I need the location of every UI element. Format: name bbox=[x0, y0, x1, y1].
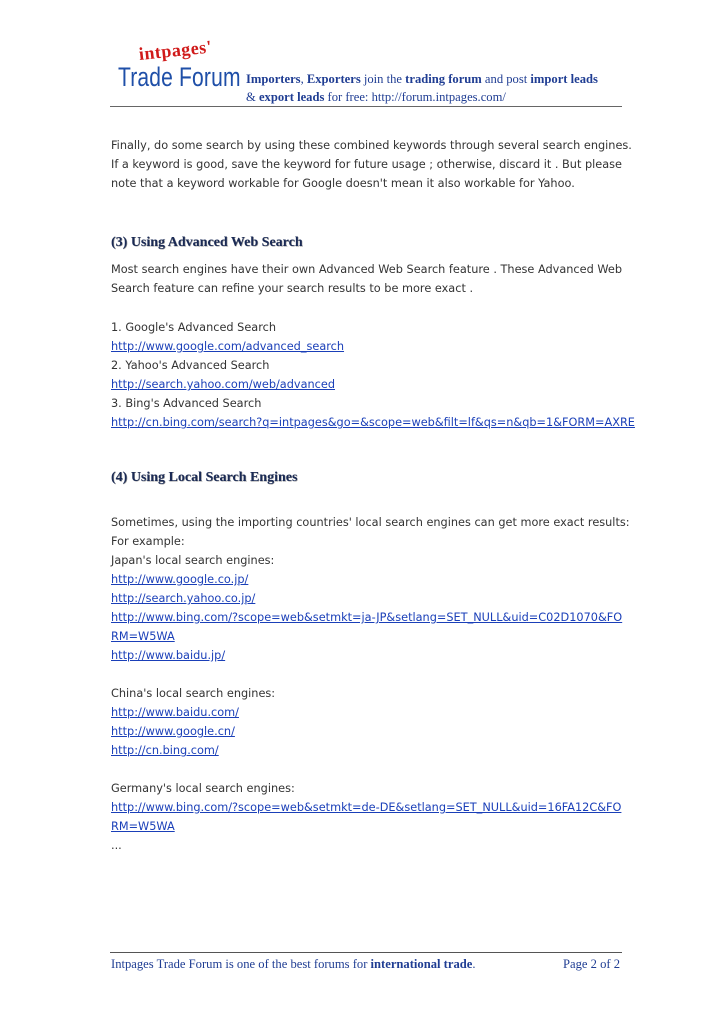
logo-top-text: intpages' bbox=[137, 36, 214, 65]
tag-export-leads: export leads bbox=[258, 90, 325, 104]
intro-line: note that a keyword workable for Google doesn't mean it also workable for Yahoo. bbox=[111, 177, 575, 190]
page-number: Page 2 of 2 bbox=[563, 957, 621, 971]
japan-label: Japan's local search engines: bbox=[111, 554, 275, 567]
china-baidu-link[interactable]: http://www.baidu.com/ bbox=[111, 706, 239, 719]
japan-google-link[interactable]: http://www.google.co.jp/ bbox=[111, 573, 249, 586]
yahoo-advanced-link[interactable]: http://search.yahoo.com/web/advanced bbox=[111, 378, 336, 391]
tag-importers: Importers bbox=[246, 72, 301, 86]
bing-advanced-label: 3. Bing's Advanced Search bbox=[111, 397, 262, 410]
ellipsis: ... bbox=[111, 839, 122, 852]
footer-text-after: . bbox=[472, 957, 476, 971]
japan-bing-link[interactable]: http://www.bing.com/?scope=web&setmkt=ja-JP&setlang=SET_NULL&uid=C02D1070&FO bbox=[111, 611, 623, 624]
section-3-line: Most search engines have their own Advanced Web Search feature . These Advanced Web bbox=[111, 263, 622, 276]
intro-paragraph bbox=[111, 136, 632, 193]
tag-import-leads: import leads bbox=[530, 72, 598, 86]
section-4-heading: (4) Using Local Search Engines bbox=[111, 470, 298, 485]
footer-text-before: Intpages Trade Forum is one of the best forums for bbox=[111, 957, 371, 971]
google-advanced-link[interactable]: http://www.google.com/advanced_search bbox=[111, 340, 345, 353]
intpages-logo bbox=[118, 36, 248, 100]
tag-and-post: and post bbox=[481, 72, 531, 86]
china-bing-link[interactable]: http://cn.bing.com/ bbox=[111, 744, 219, 757]
tag-exporters: Exporters bbox=[306, 72, 361, 86]
intro-line: If a keyword is good, save the keyword for future usage ; otherwise, discard it . But please bbox=[111, 158, 622, 171]
tag-comma: , bbox=[300, 72, 307, 86]
tag-free: for free: http://forum.intpages.com/ bbox=[324, 90, 506, 104]
section-4-intro: Sometimes, using the importing countries' local search engines can get more exact results: bbox=[111, 516, 630, 529]
logo-bottom-text: Trade Forum bbox=[118, 62, 241, 92]
header-tagline bbox=[246, 70, 626, 106]
footer-text bbox=[111, 957, 476, 972]
google-advanced-label: 1. Google's Advanced Search bbox=[111, 321, 276, 334]
page-header bbox=[110, 36, 622, 106]
intro-line: Finally, do some search by using these combined keywords through several search engines. bbox=[111, 139, 632, 152]
section-3-line: Search feature can refine your search results to be more exact . bbox=[111, 282, 474, 295]
tag-join: join the bbox=[360, 72, 406, 86]
yahoo-advanced-label: 2. Yahoo's Advanced Search bbox=[111, 359, 270, 372]
for-example-label: For example: bbox=[111, 535, 185, 548]
tag-amp: & bbox=[246, 90, 259, 104]
section-3-heading: (3) Using Advanced Web Search bbox=[111, 235, 303, 250]
section-3-paragraph bbox=[111, 260, 622, 298]
footer-text-bold: international trade bbox=[370, 957, 473, 971]
footer-divider bbox=[110, 952, 622, 953]
header-divider bbox=[110, 106, 622, 107]
germany-bing-link-cont[interactable]: RM=W5WA bbox=[111, 820, 175, 833]
china-google-link[interactable]: http://www.google.cn/ bbox=[111, 725, 235, 738]
japan-bing-link-cont[interactable]: RM=W5WA bbox=[111, 630, 175, 643]
japan-yahoo-link[interactable]: http://search.yahoo.co.jp/ bbox=[111, 592, 256, 605]
china-label: China's local search engines: bbox=[111, 687, 276, 700]
japan-baidu-link[interactable]: http://www.baidu.jp/ bbox=[111, 649, 226, 662]
germany-label: Germany's local search engines: bbox=[111, 782, 295, 795]
bing-advanced-link[interactable]: http://cn.bing.com/search?q=intpages&go=&scope=web&filt=lf&qs=n&qb=1&FORM=AXRE bbox=[111, 416, 635, 429]
germany-bing-link[interactable]: http://www.bing.com/?scope=web&setmkt=de-DE&setlang=SET_NULL&uid=16FA12C&FO bbox=[111, 801, 622, 814]
tag-trading-forum: trading forum bbox=[405, 72, 482, 86]
